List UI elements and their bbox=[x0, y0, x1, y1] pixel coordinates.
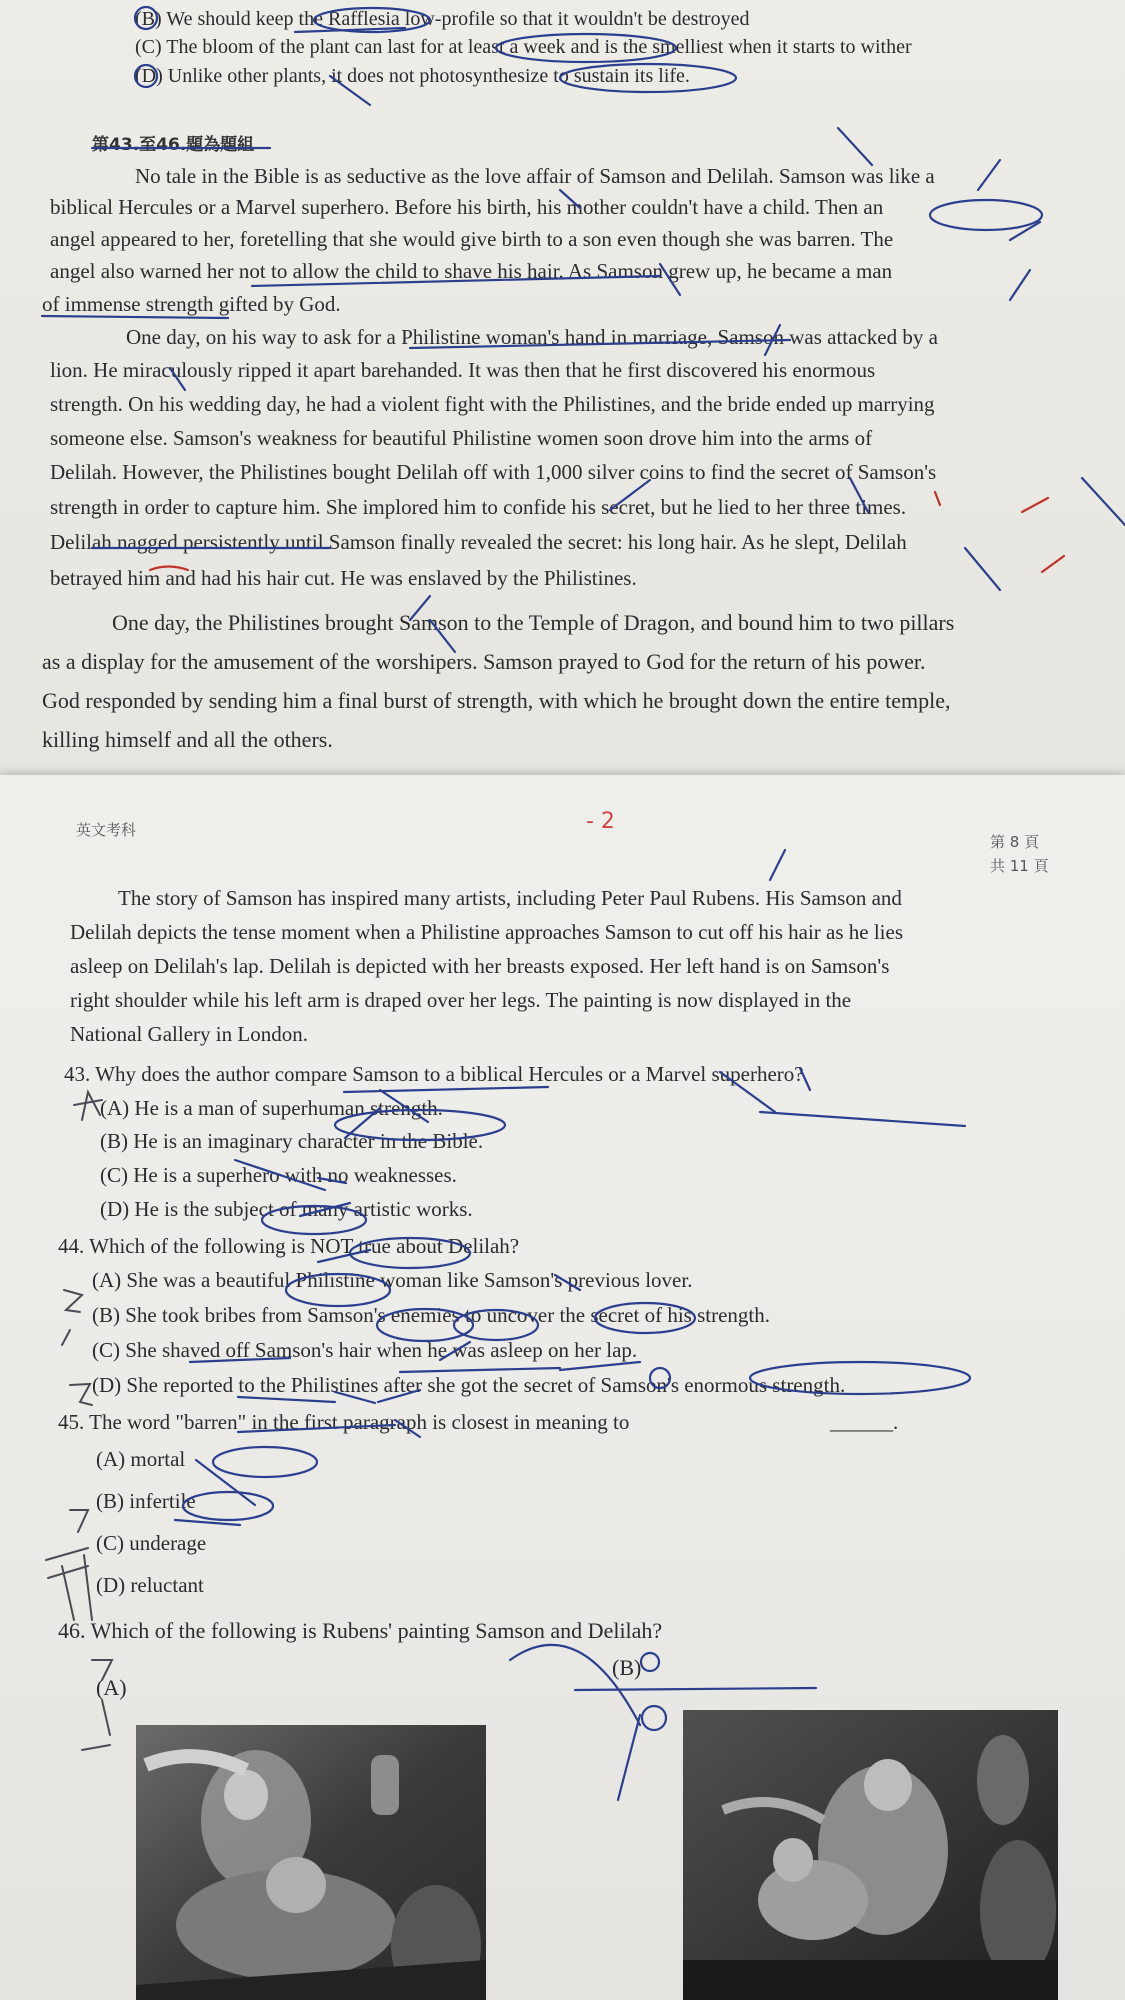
passage-line: killing himself and all the others. bbox=[42, 727, 333, 752]
passage-line: Delilah. However, the Philistines bought Delilah off with 1,000 silver coins to find the secret of Samson's bbox=[50, 460, 937, 484]
passage-line: strength. On his wedding day, he had a violent fight with the Philistines, and the bride ended up marrying bbox=[50, 392, 935, 416]
subject-label: 英文考科 bbox=[76, 821, 137, 839]
passage-line: One day, on his way to ask for a Philistine woman's hand in marriage, Samson was attacked by a bbox=[126, 325, 938, 349]
prev-option-b: (B) We should keep the Rafflesia low-profile so that it wouldn't be destroyed bbox=[135, 8, 750, 30]
passage-line: strength in order to capture him. She implored him to confide his secret, but he lied to her three times. bbox=[50, 495, 907, 519]
option: (D) reluctant bbox=[96, 1573, 204, 1597]
passage-line: asleep on Delilah's lap. Delilah is depicted with her breasts exposed. Her left hand is on Samson's bbox=[70, 954, 890, 978]
passage-line: angel also warned her not to allow the child to shave his hair. As Samson grew up, he became a man bbox=[50, 259, 893, 283]
passage-line: someone else. Samson's weakness for beautiful Philistine women soon drove him into the arms of bbox=[50, 426, 873, 450]
question-stem: 43. Why does the author compare Samson to a biblical Hercules or a Marvel superhero? bbox=[64, 1062, 804, 1086]
option: (B) She took bribes from Samson's enemies to uncover the secret of his strength. bbox=[92, 1303, 770, 1327]
previous-page bbox=[0, 0, 1125, 780]
passage-line: of immense strength gifted by God. bbox=[42, 292, 341, 316]
painting-b-image bbox=[683, 1710, 1058, 2000]
option: (C) underage bbox=[96, 1531, 207, 1555]
answer-blank: ______. bbox=[830, 1410, 899, 1434]
section-heading: 第43.至46.題為題組 bbox=[92, 135, 255, 155]
question-stem: 45. The word "barren" in the first paragraph is closest in meaning to bbox=[58, 1410, 630, 1434]
passage-line: right shoulder while his left arm is draped over her legs. The painting is now displayed in the bbox=[70, 988, 852, 1012]
passage-line: The story of Samson has inspired many artists, including Peter Paul Rubens. His Samson and bbox=[118, 886, 902, 910]
passage-line: Delilah nagged persistently until Samson finally revealed the secret: his long hair. As he slept, Delilah bbox=[50, 530, 907, 554]
option: (C) He is a superhero with no weaknesses. bbox=[100, 1163, 457, 1187]
option: (A) mortal bbox=[96, 1447, 186, 1471]
option: (B) infertile bbox=[96, 1489, 196, 1513]
passage-line: National Gallery in London. bbox=[70, 1022, 308, 1046]
option: (C) She shaved off Samson's hair when he was asleep on her lap. bbox=[92, 1338, 638, 1362]
question-stem: 46. Which of the following is Rubens' painting Samson and Delilah? bbox=[58, 1618, 663, 1643]
passage-line: angel appeared to her, foretelling that she would give birth to a son even though she was barren. The bbox=[50, 227, 894, 251]
prev-option-d: (D) Unlike other plants, it does not photosynthesize to sustain its life. bbox=[135, 65, 690, 87]
passage-line: lion. He miraculously ripped it apart barehanded. It was then that he first discovered his enormous bbox=[50, 358, 876, 382]
exam-page bbox=[0, 775, 1125, 2000]
passage-line: God responded by sending him a final burst of strength, with which he brought down the entire temple, bbox=[42, 688, 951, 713]
painting-b bbox=[683, 1710, 1058, 2000]
passage-line: One day, the Philistines brought Samson to the Temple of Dragon, and bound him to two pillars bbox=[112, 610, 955, 635]
page-number: 第 8 頁 bbox=[990, 833, 1040, 851]
option: (D) She reported to the Philistines after she got the secret of Samson's enormous strength. bbox=[92, 1373, 846, 1397]
option: (A) He is a man of superhuman strength. bbox=[100, 1096, 443, 1120]
option-b-label: (B) bbox=[612, 1655, 642, 1680]
passage-line: betrayed him and had his hair cut. He was enslaved by the Philistines. bbox=[50, 566, 637, 590]
page-mark: - 2 bbox=[586, 809, 615, 834]
passage-line: No tale in the Bible is as seductive as the love affair of Samson and Delilah. Samson was like a bbox=[135, 164, 935, 188]
passage-line: as a display for the amusement of the worshipers. Samson prayed to God for the return of his power. bbox=[42, 649, 926, 674]
option: (D) He is the subject of many artistic works. bbox=[100, 1197, 473, 1221]
option: (B) He is an imaginary character in the Bible. bbox=[100, 1129, 484, 1153]
passage-line: Delilah depicts the tense moment when a Philistine approaches Samson to cut off his hair as he lies bbox=[70, 920, 904, 944]
painting-a bbox=[136, 1725, 486, 2000]
option: (A) She was a beautiful Philistine woman like Samson's previous lover. bbox=[92, 1268, 693, 1292]
painting-a-image bbox=[136, 1725, 486, 2000]
option-a-label: (A) bbox=[96, 1675, 127, 1700]
passage-line: biblical Hercules or a Marvel superhero. Before his birth, his mother couldn't have a child. Then an bbox=[50, 195, 884, 219]
prev-option-c: (C) The bloom of the plant can last for at least a week and is the smelliest when it starts to wither bbox=[135, 36, 912, 58]
question-stem: 44. Which of the following is NOT true about Delilah? bbox=[58, 1234, 520, 1258]
total-pages: 共 11 頁 bbox=[990, 857, 1049, 875]
